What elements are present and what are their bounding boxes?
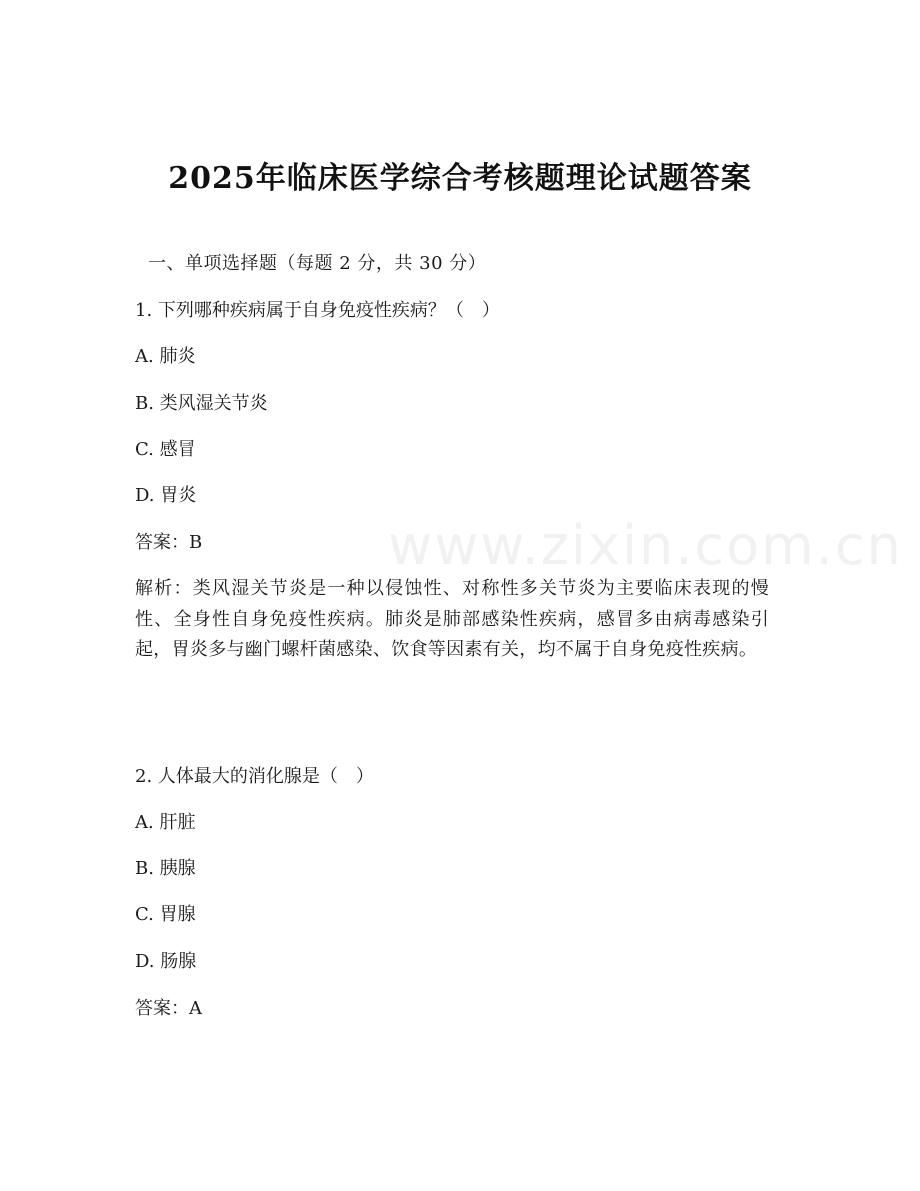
question-1-answer: 答案：B [135, 532, 203, 553]
question-1-stem: 1. 下列哪种疾病属于自身免疫性疾病？（ ） [135, 300, 500, 321]
watermark: www.zixin.com.cn [388, 514, 903, 577]
question-2-option-c: C. 胃腺 [135, 904, 196, 925]
question-1-option-d: D. 胃炎 [135, 485, 197, 506]
section-heading: 一、单项选择题（每题 2 分，共 30 分） [148, 253, 487, 274]
question-1-option-b: B. 类风湿关节炎 [135, 393, 268, 414]
question-2-option-b: B. 胰腺 [135, 858, 196, 879]
question-1-option-a: A. 肺炎 [135, 346, 196, 367]
question-1-option-c: C. 感冒 [135, 439, 196, 460]
question-1-explanation: 解析：类风湿关节炎是一种以侵蚀性、对称性多关节炎为主要临床表现的慢性、全身性自身免疫性疾病。肺炎是肺部感染性疾病，感冒多由病毒感染引起，胃炎多与幽门螺杆菌感染、饮食等因素有关，均不属于自身免疫性疾病。 [135, 578, 769, 660]
question-2-answer: 答案：A [135, 998, 202, 1019]
document-title: 2025年临床医学综合考核题理论试题答案 [168, 161, 752, 196]
question-2-option-d: D. 肠腺 [135, 951, 197, 972]
question-2-stem: 2. 人体最大的消化腺是（ ） [135, 766, 374, 787]
question-2-option-a: A. 肝脏 [135, 812, 196, 833]
